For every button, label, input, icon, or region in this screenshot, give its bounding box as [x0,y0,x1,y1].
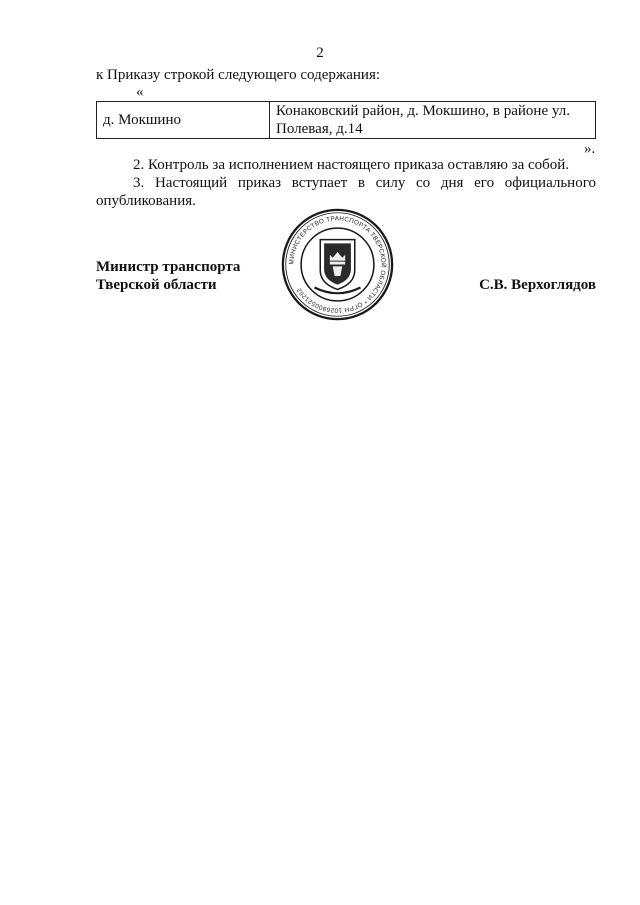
paragraph-control: 2. Контроль за исполнением настоящего приказа оставляю за собой. [133,157,570,173]
page-number: 2 [316,45,324,61]
official-seal [280,207,395,322]
close-quote: ». [584,141,596,157]
table-row [97,102,596,139]
address-cell: Конаковский район, д. Мокшино, в районе ул. Полевая, д.14 [270,102,596,139]
place-cell: д. Мокшино [97,102,270,139]
open-quote: « [136,84,144,100]
signatory-position [96,258,240,294]
coat-of-arms-icon [315,240,361,294]
paragraph-effective: 3. Настоящий приказ вступает в силу со дня его официального опубликования. [96,175,596,209]
position-line-2: Тверской области [96,277,217,293]
position-line-1: Министр транспорта [96,259,241,275]
inserted-row-table [96,101,596,139]
intro-line: к Приказу строкой следующего содержания: [96,67,381,83]
seal-ring-text: МИНИСТЕРСТВО ТРАНСПОРТА ТВЕРСКОЙ ОБЛАСТИ * ОГРН 1026900521262 [288,215,387,314]
signatory-name: С.В. Верхоглядов [479,277,596,293]
